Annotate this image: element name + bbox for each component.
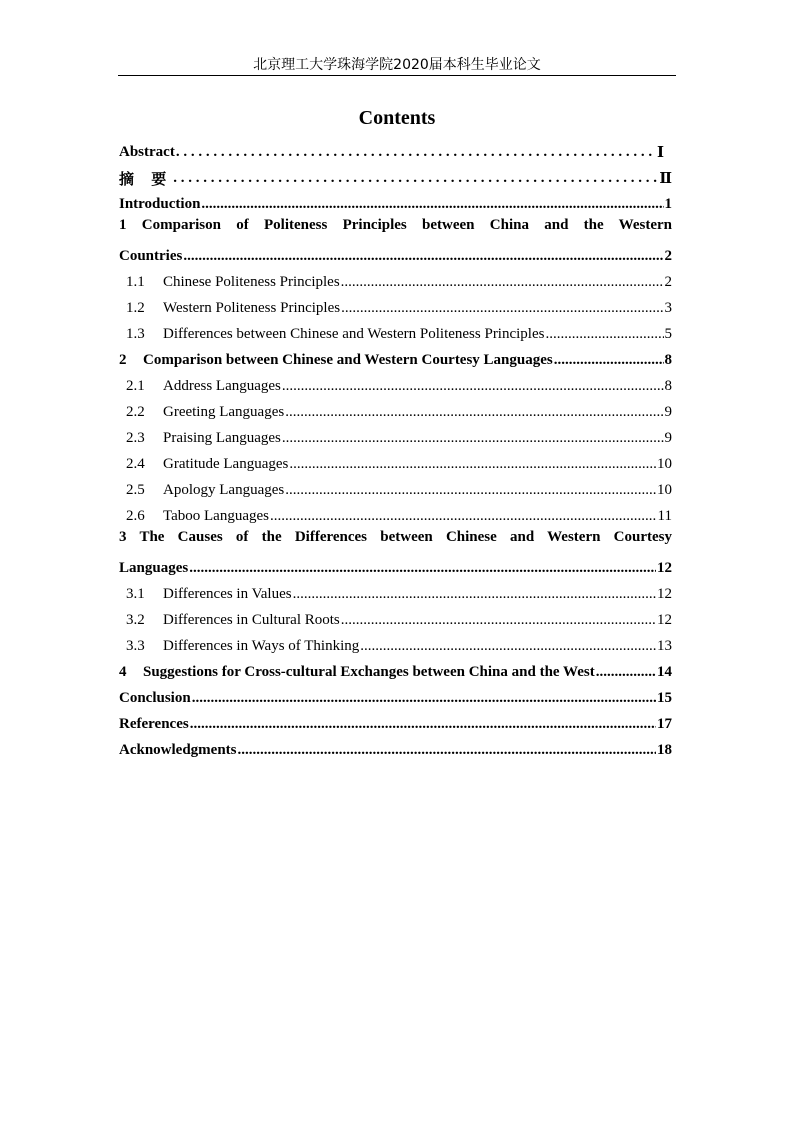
- toc-entry-title: References: [119, 715, 189, 732]
- toc-entry-page: 9: [664, 429, 672, 446]
- toc-entry-number: 2.4: [126, 455, 145, 472]
- toc-entry-2-5[interactable]: [119, 477, 672, 503]
- toc-entry-title: Differences between Chinese and Western Politeness Principles: [163, 325, 545, 342]
- toc-entry-chapter-4[interactable]: [119, 659, 672, 685]
- toc-leader: [176, 144, 656, 161]
- toc-entry-page: 12: [657, 585, 672, 602]
- toc-entry-title: Apology Languages: [163, 481, 285, 498]
- toc-entry-chapter-3[interactable]: [119, 529, 672, 555]
- toc-entry-acknowledgments[interactable]: [119, 737, 672, 763]
- toc-leader: [201, 196, 663, 213]
- toc-entry-2-2[interactable]: [119, 399, 672, 425]
- toc-entry-title: 摘 要: [119, 169, 173, 188]
- toc-entry-title-cont: Countries: [119, 247, 183, 264]
- toc-leader: [293, 586, 656, 603]
- toc-leader: [183, 248, 663, 265]
- toc-leader: [189, 560, 656, 577]
- toc-leader: [190, 716, 656, 733]
- toc-entry-title: Acknowledgments: [119, 741, 237, 758]
- toc-entry-chinese-abstract[interactable]: [119, 165, 672, 191]
- toc-entry-references[interactable]: [119, 711, 672, 737]
- toc-entry-number: 1.2: [126, 299, 145, 316]
- toc-entry-title: Differences in Values: [163, 585, 292, 602]
- toc-leader: [341, 612, 656, 629]
- toc-entry-number: 2.2: [126, 403, 145, 420]
- toc-entry-title-cont: Languages: [119, 559, 189, 576]
- toc-entry-2-4[interactable]: [119, 451, 672, 477]
- toc-entry-page: 5: [664, 325, 672, 342]
- toc-entry-number: 1.3: [126, 325, 145, 342]
- toc-entry-page: 17: [657, 715, 672, 732]
- toc-entry-number: 1.1: [126, 273, 145, 290]
- toc-entry-page: Ⅰ: [656, 144, 664, 161]
- toc-leader: [270, 508, 657, 525]
- toc-entry-number: 3.1: [126, 585, 145, 602]
- toc-leader: [282, 430, 664, 447]
- toc-entry-title: Western Politeness Principles: [163, 299, 341, 316]
- toc-entry-number: 1: [119, 217, 127, 233]
- header-rule: [118, 75, 676, 76]
- toc-entry-title: Address Languages: [163, 377, 281, 394]
- toc-entry-page: 9: [664, 403, 672, 420]
- toc-leader: [173, 170, 658, 187]
- toc-entry-page: 12: [657, 559, 672, 576]
- toc-entry-1-1[interactable]: [119, 269, 672, 295]
- toc-entry-1-2[interactable]: [119, 295, 672, 321]
- toc-entry-number: 3: [119, 529, 127, 545]
- toc-entry-page: 2: [664, 247, 672, 264]
- header-text: 北京理工大学珠海学院2020届本科生毕业论文: [253, 57, 541, 73]
- toc-entry-page: 2: [664, 273, 672, 290]
- toc-leader: [282, 378, 664, 395]
- toc-entry-page: 14: [657, 663, 672, 680]
- toc-entry-abstract[interactable]: [119, 139, 672, 165]
- toc-leader: [360, 638, 656, 655]
- toc-entry-page: 11: [657, 507, 672, 524]
- toc-leader: [341, 274, 664, 291]
- toc-entry-page: 13: [657, 637, 672, 654]
- toc-entry-number: 2.3: [126, 429, 145, 446]
- toc-entry-title: Comparison between Chinese and Western Courtesy Languages: [143, 351, 553, 368]
- toc-entry-chapter-1-cont[interactable]: [119, 243, 672, 269]
- toc-leader: [238, 742, 656, 759]
- toc-entry-title: Gratitude Languages: [163, 455, 289, 472]
- toc-entry-2-6[interactable]: [119, 503, 672, 529]
- toc-entry-title: Suggestions for Cross-cultural Exchanges between China and the West: [143, 663, 595, 680]
- toc-entry-title: Comparison of Politeness Principles between China and the Western: [141, 217, 672, 233]
- toc-leader: [554, 352, 664, 369]
- toc-entry-number: 3.3: [126, 637, 145, 654]
- toc-entry-chapter-3-cont[interactable]: [119, 555, 672, 581]
- toc-entry-conclusion[interactable]: [119, 685, 672, 711]
- toc-entry-title: Greeting Languages: [163, 403, 285, 420]
- toc-entry-1-3[interactable]: [119, 321, 672, 347]
- toc-entry-number: 2.6: [126, 507, 145, 524]
- toc-entry-number: 4: [119, 663, 127, 680]
- table-of-contents: [119, 139, 672, 763]
- toc-entry-3-2[interactable]: [119, 607, 672, 633]
- toc-entry-title: Chinese Politeness Principles: [163, 273, 340, 290]
- toc-entry-page: 1: [664, 195, 672, 212]
- toc-entry-title: Abstract: [119, 143, 175, 160]
- toc-entry-3-3[interactable]: [119, 633, 672, 659]
- toc-leader: [289, 456, 656, 473]
- toc-entry-page: 10: [657, 481, 672, 498]
- toc-entry-title: The Causes of the Differences between Chinese and Western Courtesy: [139, 529, 672, 545]
- toc-leader: [285, 482, 656, 499]
- toc-entry-introduction[interactable]: [119, 191, 672, 217]
- toc-entry-title: Praising Languages: [163, 429, 281, 446]
- toc-title: Contents: [358, 107, 436, 129]
- page-header: [118, 56, 676, 75]
- toc-entry-title: Conclusion: [119, 689, 191, 706]
- toc-leader: [596, 664, 656, 681]
- toc-entry-page: 15: [657, 689, 672, 706]
- toc-entry-title: Differences in Cultural Roots: [163, 611, 340, 628]
- toc-entry-number: 3.2: [126, 611, 145, 628]
- toc-entry-chapter-1[interactable]: [119, 217, 672, 243]
- toc-entry-page: 8: [664, 351, 672, 368]
- toc-entry-number: 2: [119, 351, 127, 368]
- toc-entry-2-1[interactable]: [119, 373, 672, 399]
- toc-entry-title: Introduction: [119, 195, 201, 212]
- toc-entry-page: 3: [664, 299, 672, 316]
- toc-leader: [545, 326, 663, 343]
- toc-entry-number: 2.1: [126, 377, 145, 394]
- toc-entry-title: Taboo Languages: [163, 507, 269, 524]
- toc-entry-number: 2.5: [126, 481, 145, 498]
- toc-entry-3-1[interactable]: [119, 581, 672, 607]
- toc-entry-page: Ⅱ: [659, 170, 672, 187]
- toc-entry-page: 8: [664, 377, 672, 394]
- toc-entry-page: 18: [657, 741, 672, 758]
- toc-entry-chapter-2[interactable]: [119, 347, 672, 373]
- toc-entry-page: 10: [657, 455, 672, 472]
- toc-leader: [192, 690, 656, 707]
- toc-entry-2-3[interactable]: [119, 425, 672, 451]
- toc-entry-page: 12: [657, 611, 672, 628]
- toc-leader: [285, 404, 663, 421]
- toc-leader: [341, 300, 663, 317]
- toc-entry-title: Differences in Ways of Thinking: [163, 637, 360, 654]
